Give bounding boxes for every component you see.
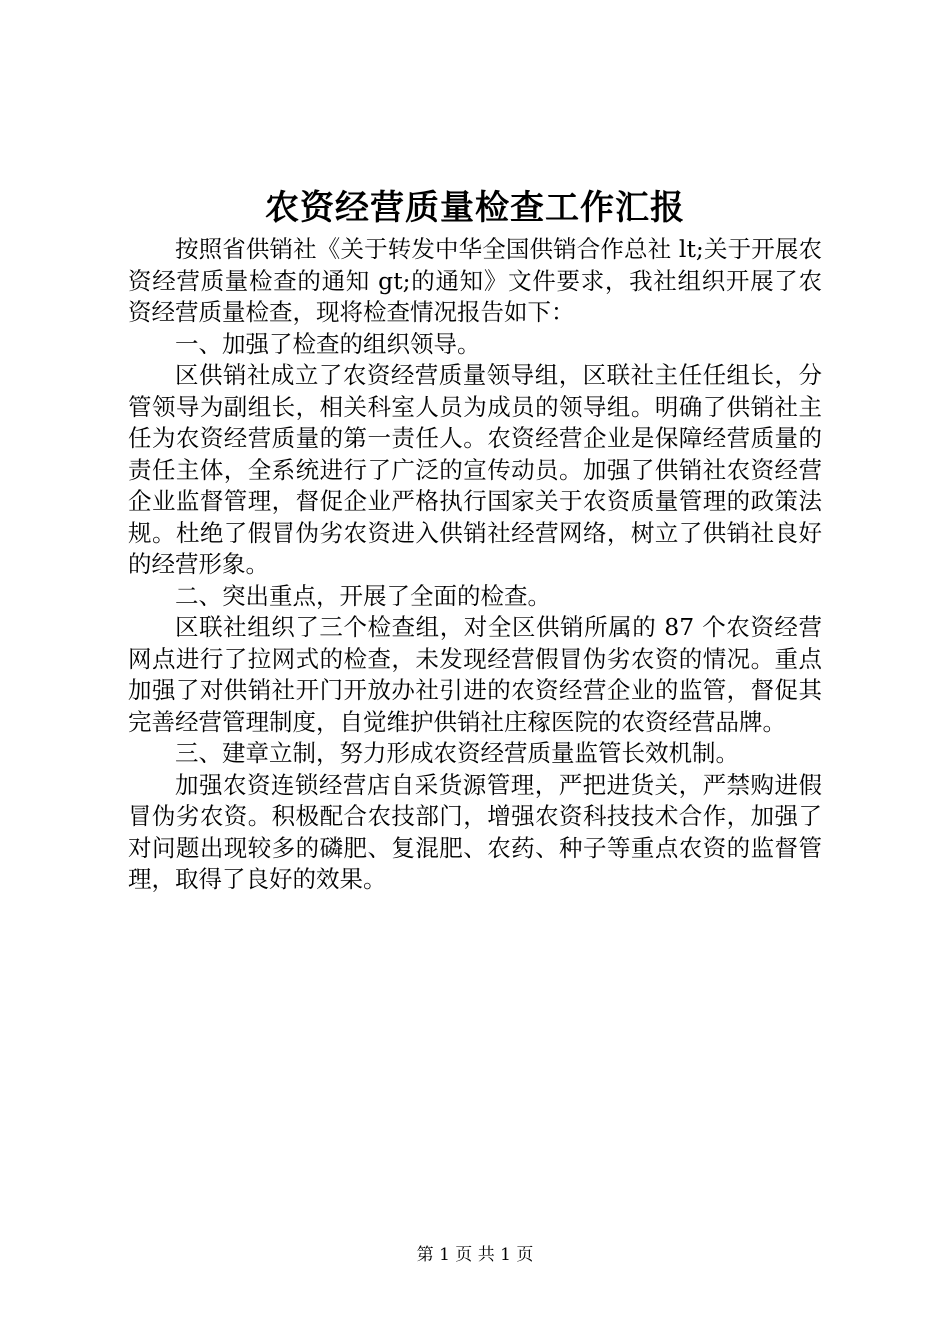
section-heading-1: 一、加强了检查的组织领导。 xyxy=(175,329,481,358)
paragraph-section-1: 区供销社成立了农资经营质量领导组，区联社主任任组长，分管领导为副组长，相关科室人员为成员的领导组。明确了供销社主任为农资经营质量的第一责任人。农资经营企业是保障经营质量的责任主体，全系统进行了广泛的宣传动员。加强了供销社农资经营企业监督管理，督促企业严格执行国家关于农资质量管理的政策法规。杜绝了假冒伪劣农资进入供销社经营网络，树立了供销社良好的经营形象。 xyxy=(128,361,822,578)
section-heading-2: 二、突出重点，开展了全面的检查。 xyxy=(175,581,551,610)
document-body xyxy=(128,234,822,896)
page-footer: 第 1 页 共 1 页 xyxy=(416,1245,534,1265)
paragraph-section-2: 区联社组织了三个检查组，对全区供销所属的 87 个农资经营网点进行了拉网式的检查，未发现经营假冒伪劣农资的情况。重点加强了对供销社开门开放办社引进的农资经营企业的监管，督促其完善经营管理制度，自觉维护供销社庄稼医院的农资经营品牌。 xyxy=(128,613,822,736)
section-heading-3: 三、建章立制，努力形成农资经营质量监管长效机制。 xyxy=(175,739,739,767)
paragraph-section-3: 加强农资连锁经营店自采货源管理，严把进货关，严禁购进假冒伪劣农资。积极配合农技部门，增强农资科技技术合作，加强了对问题出现较多的磷肥、复混肥、农药、种子等重点农资的监督管理，取得了良好的效果。 xyxy=(128,770,822,893)
document-title: 农资经营质量检查工作汇报 xyxy=(265,188,685,228)
paragraph-intro: 按照省供销社《关于转发中华全国供销合作总社 lt;关于开展农资经营质量检查的通知 gt;的通知》文件要求，我社组织开展了农资经营质量检查，现将检查情况报告如下： xyxy=(128,235,822,326)
